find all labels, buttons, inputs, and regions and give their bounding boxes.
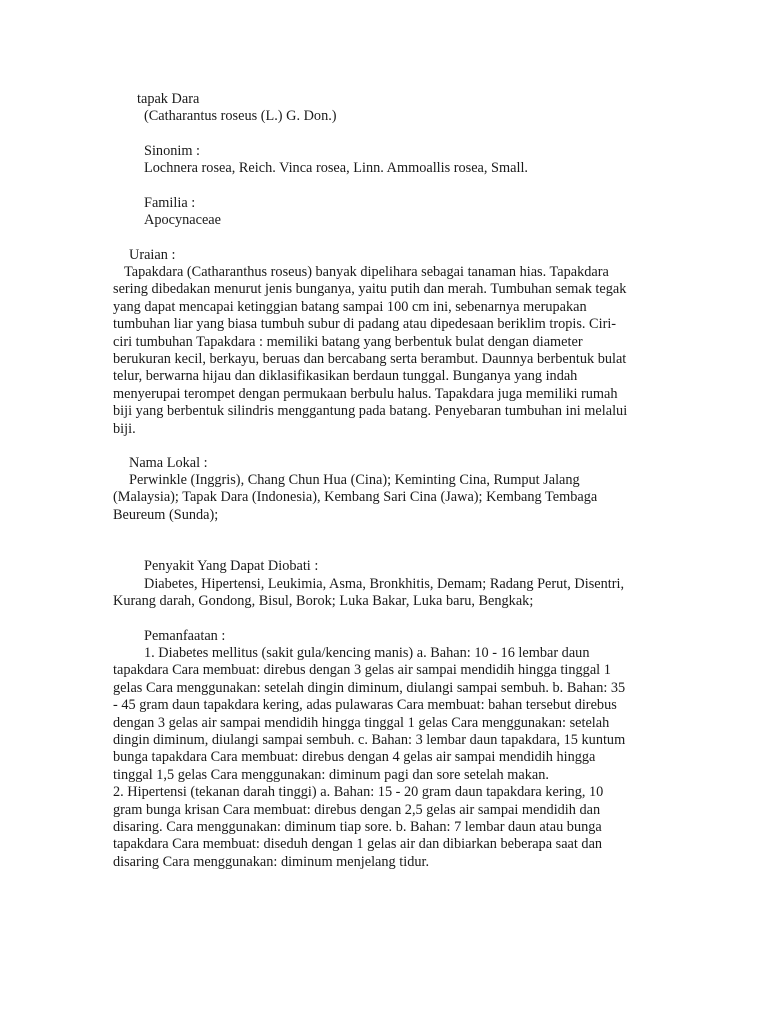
sinonim-value: Lochnera rosea, Reich. Vinca rosea, Linn. Ammoallis rosea, Small. [144, 160, 528, 177]
uraian-line: biji yang berbentuk silindris menggantung pada batang. Penyebaran tumbuhan ini melalui [113, 403, 628, 420]
uraian-line: tumbuhan liar yang biasa tumbuh subur di padang atau dipedesaan beriklim tropis. Ciri- [113, 316, 617, 333]
uraian-line: telur, berwarna hijau dan diklasifikasikan berdaun tunggal. Bunganya yang indah [113, 368, 578, 385]
uraian-line: ciri tumbuhan Tapakdara : memiliki batang yang berbentuk bulat dengan diameter [113, 333, 583, 350]
sinonim-section [144, 143, 684, 178]
penyakit-paragraph [113, 576, 653, 611]
penyakit-line: Kurang darah, Gondong, Bisul, Borok; Luka Bakar, Luka baru, Bengkak; [113, 593, 534, 610]
familia-label: Familia : [144, 195, 196, 211]
uraian-line: menyerupai terompet dengan permukaan berbulu halus. Tapakdara juga memiliki rumah [113, 385, 618, 402]
penyakit-line: Diabetes, Hipertensi, Leukimia, Asma, Bronkhitis, Demam; Radang Perut, Disentri, [144, 576, 625, 592]
uraian-line: berukuran kecil, berkayu, beruas dan bercabang serta berambut. Daunnya berbentuk bulat [113, 351, 627, 368]
pemanfaatan-line: - 45 gram daun tapakdara kering, adas pulawaras Cara membuat: bahan tersebut direbus [113, 697, 617, 714]
pemanfaatan-line: tapakdara Cara membuat: diseduh dengan 1 gelas air dan dibiarkan beberapa saat dan [113, 836, 603, 853]
nama-lokal-paragraph [113, 472, 653, 524]
pemanfaatan-line: disaring. Cara menggunakan: diminum tiap sore. b. Bahan: 7 lembar daun atau bunga [113, 819, 602, 836]
pemanfaatan-line: gelas Cara menggunakan: setelah dingin diminum, diulangi sampai sembuh. b. Bahan: 35 [113, 679, 626, 696]
uraian-line: yang dapat mencapai ketinggian batang sampai 100 cm ini, sebenarnya merupakan [113, 298, 587, 315]
nama-lokal-line: Beureum (Sunda); [113, 506, 219, 523]
penyakit-label: Penyakit Yang Dapat Diobati : [144, 558, 319, 574]
pemanfaatan-line: 2. Hipertensi (tekanan darah tinggi) a. Bahan: 15 - 20 gram daun tapakdara kering, 10 [113, 784, 604, 801]
pemanfaatan-label: Pemanfaatan : [144, 628, 226, 644]
sinonim-label: Sinonim : [144, 143, 201, 159]
nama-lokal-label: Nama Lokal : [129, 455, 208, 471]
uraian-line: sering dibedakan menurut jenis bunganya, yaitu putih dan merah. Tumbuhan semak tegak [113, 281, 627, 298]
pemanfaatan-line: 1. Diabetes mellitus (sakit gula/kencing manis) a. Bahan: 10 - 16 lembar daun [144, 645, 590, 661]
pemanfaatan-line: tapakdara Cara membuat: direbus dengan 3 gelas air sampai mendidih hingga tinggal 1 [113, 662, 611, 679]
pemanfaatan-line: dengan 3 gelas air sampai mendidih hingga tinggal 1 gelas Cara menggunakan: setelah [113, 714, 610, 731]
nama-lokal-line: Perwinkle (Inggris), Chang Chun Hua (Cina); Keminting Cina, Rumput Jalang [129, 472, 580, 488]
uraian-line: Tapakdara (Catharanthus roseus) banyak dipelihara sebagai tanaman hias. Tapakdara [124, 264, 609, 280]
pemanfaatan-line: dingin diminum, diulangi sampai sembuh. c. Bahan: 3 lembar daun tapakdara, 15 kuntum [113, 732, 626, 749]
pemanfaatan-line: tinggal 1,5 gelas Cara menggunakan: diminum pagi dan sore setelah makan. [113, 766, 549, 783]
pemanfaatan-paragraph [113, 645, 653, 871]
plant-title: tapak Dara [137, 91, 200, 107]
uraian-label: Uraian : [129, 247, 176, 263]
pemanfaatan-line: disaring Cara menggunakan: diminum menjelang tidur. [113, 853, 430, 870]
familia-value: Apocynaceae [144, 212, 221, 229]
pemanfaatan-line: gram bunga krisan Cara membuat: direbus dengan 2,5 gelas air sampai mendidih dan [113, 801, 601, 818]
uraian-paragraph [113, 264, 653, 438]
nama-lokal-line: (Malaysia); Tapak Dara (Indonesia), Kembang Sari Cina (Jawa); Kembang Tembaga [113, 489, 598, 506]
uraian-line: biji. [113, 420, 136, 437]
scientific-name: (Catharantus roseus (L.) G. Don.) [144, 108, 337, 124]
pemanfaatan-line: bunga tapakdara Cara membuat: direbus dengan 4 gelas air sampai mendidih hingga [113, 749, 596, 766]
familia-section [144, 195, 684, 230]
